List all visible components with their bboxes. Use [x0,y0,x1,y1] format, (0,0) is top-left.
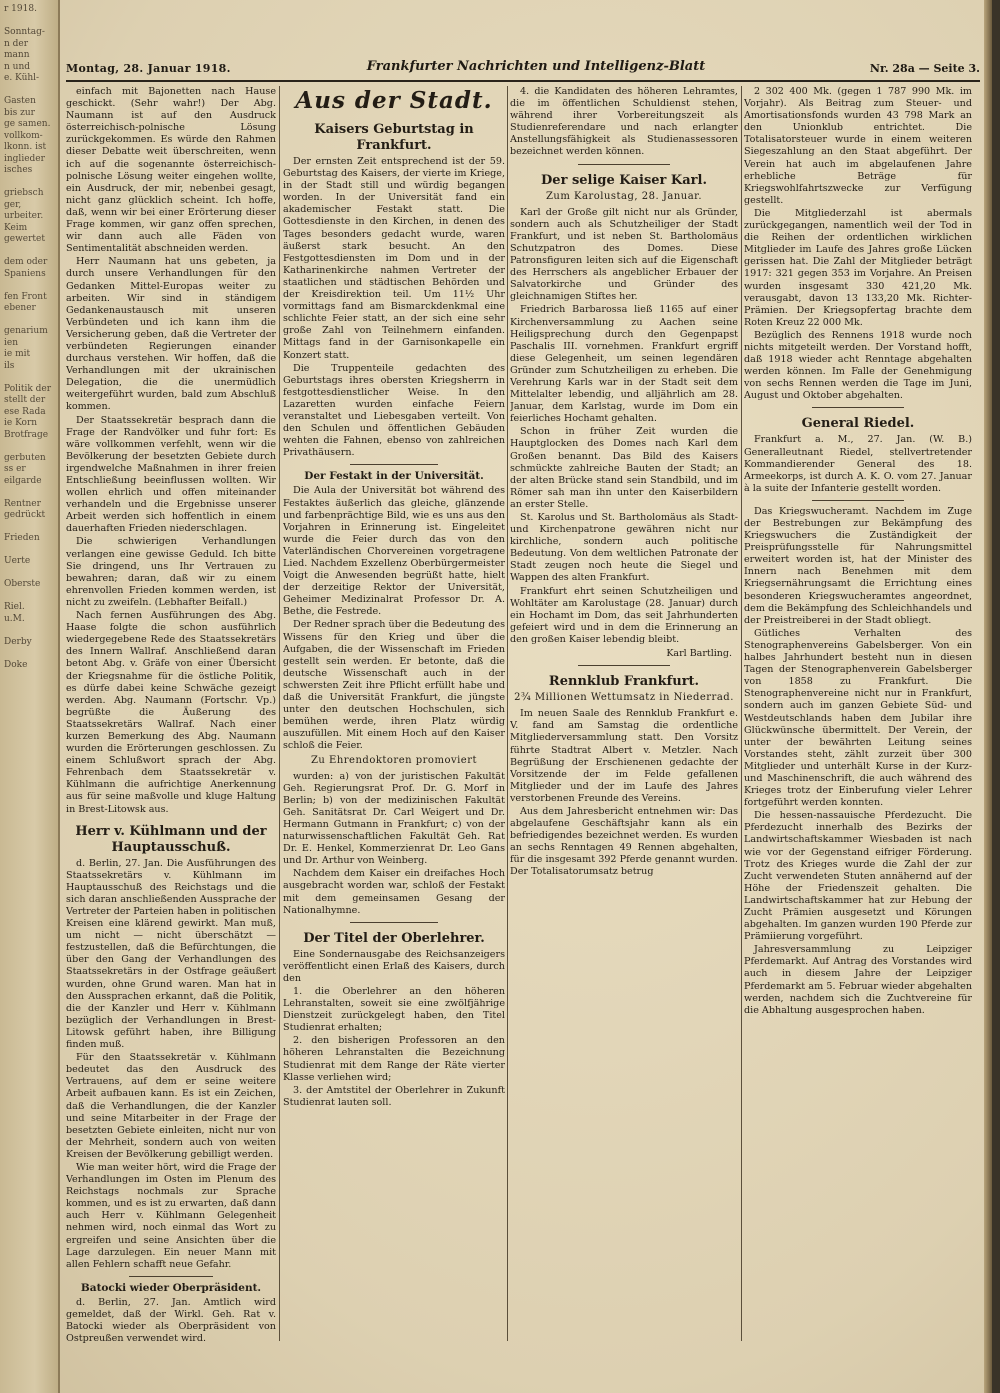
page-header [66,58,980,82]
paragraph: Der ernsten Zeit entsprechend ist der 59. Geburtstag des Kaisers, der vierte im Kriege, in der Stadt still und würdig begangen worden. In der Universität fand ein akademischer Festakt statt. Die Gottesdienste in den Kirchen, in denen des Tages besonders gedacht wurde, waren äußerst stark besucht. An den Festgottesdiensten im Dom und in der Katharinenkirche nahmen Vertreter der staatlichen und städtischen Behörden und der Kreisdirektion teil. Um 11½ Uhr vormittags fand am Bismarckdenkmal eine schlichte Feier statt, an der sich eine sehr große Zahl von Teilnehmern einfanden. Mittags fand in der Garnisonkapelle ein Konzert statt. [283,156,505,361]
paragraph: Die schwierigen Verhandlungen verlangen eine gewisse Geduld. Ich bitte Sie dringend, uns Ihr Vertrauen zu bewahren; daran, daß wir zu einem ehrenvollen Frieden kommen werden, ist nicht zu zweifeln. (Lebhafter Beifall.) [66,536,276,608]
article-heading: Kaisers Geburtstag in Frankfurt. [314,122,474,153]
paragraph: Gütliches Verhalten des Stenographenvereins Gabelsberger. Von ein halbes Jahrhundert besteht nun in diesen Tagen der Stenographenverein Gabelsberger von 1858 zu Frankfurt. Die Stenographenvereine nicht nur in Frankfurt, sondern auch im ganzen Gebiete Süd- und Westdeutschlands haben dem Jubilar ihre Glückwünsche übermittelt. Der Verein, der unter der bewährten Leitung seines Vorstandes steht, zählt zurzeit über 300 Mitglieder und unterhält Kurse in der Kurz- und Maschinenschrift, die auch während des Krieges trotz der Einberufung vieler Lehrer fortgeführt werden konnten. [744,627,972,809]
article-heading: Der Festakt in der Universität. [304,470,484,483]
paragraph: Die hessen-nassauische Pferdezucht. Die Pferdezucht innerhalb des Bezirks der Landwirtschaftskammer Wiesbaden ist nach wie vor der Gegenstand eifriger Förderung. Trotz des Krieges wurde die Zahl der zur Zucht verwendeten Stuten annähernd auf der Höhe der Friedenszeit gehalten. Die Landwirtschaftskammer hat zur Hebung der Zucht Prämien ausgesetzt und Körungen abgehalten. Im ganzen wurden 190 Pferde zur Prämiierung vorgeführt. [744,810,972,943]
column-rule [507,86,508,1341]
section-title: Aus der Stadt. [295,87,493,114]
column-1 [66,86,276,1346]
paragraph: Jahresversammlung zu Leipziger Pferdemarkt. Auf Antrag des Vorstandes wird auch in diesem Jahre der Leipziger Pferdemarkt am 5. Februar wieder abgehalten werden, nachdem sich die Zuchtvereine für die Abhaltung ausgesprochen haben. [744,944,972,1016]
article-body [510,86,738,159]
column-4 [744,86,972,1346]
article-body [66,858,276,1271]
paragraph: Die Truppenteile gedachten des Geburtstags ihres obersten Kriegsherrn in festgottesdienstlicher Weise. In den Lazaretten wurden einfache Feiern veranstaltet und Liebesgaben verteilt. Von den Schulen und öffentlichen Gebäuden wehten die Fahnen, ebenso von zahlreichen Privathäusern. [283,362,505,459]
divider [578,665,669,666]
column-2 [283,86,505,1346]
column-rule [741,86,742,1341]
author-signature: Karl Bartling. [666,648,732,660]
paragraph: Der Staatssekretär besprach dann die Frage der Randvölker und fuhr fort: Es wäre vollkommen verfehlt, wenn wir die Bevölkerung der besetzten Gebiete durch irgendwelche Maßnahmen in ihrer freien Entschließung beeinflussen wollten. Wir wollen ehrlich und offen miteinander verhandeln und die Ergebnisse unserer Arbeit werden sich hoffentlich in einem dauerhaften Frieden niederschlagen. [66,414,276,535]
paragraph: Karl der Große gilt nicht nur als Gründer, sondern auch als Schutzheiliger der Stadt Frankfurt, und ist neben St. Bartholomäus Schutzpatron des Domes. Diese Patronsfiguren leiten sich auf die Eigenschaft des Herrschers als angeblicher Erbauer der Salvatorkirche und Gründer des gleichnamigen Stiftes her. [510,206,738,303]
paragraph: Frankfurt ehrt seinen Schutzheiligen und Wohltäter am Karolustage (28. Januar) durch ein Hochamt im Dom, das seit Jahrhunderten gefeiert wird und in dem die Erinnerung an den großen Kaiser lebendig bleibt. [510,585,738,645]
divider [350,922,439,923]
divider [812,407,903,408]
paragraph: 1. die Oberlehrer an den höheren Lehranstalten, soweit sie eine zwölfjährige Dienstzeit zurückgelegt haben, den Titel Studienrat erhalten; [283,986,505,1034]
article-body [283,156,505,459]
paragraph: d. Berlin, 27. Jan. Die Ausführungen des Staatssekretärs v. Kühlmann im Hauptausschuß des Reichstags und die sich daran anschließenden Aussprache der Vertreter der Parteien haben in politischen Kreisen eine klärend gewirkt. Man muß, um nicht — nicht überschätzt — festzustellen, daß die Befürchtungen, die über den Gang der Verhandlungen des Staatssekretärs in der Ostfrage geäußert wurden, ohne Grund waren. Man hat in den Aussprachen erkannt, daß die Politik, die der Kanzler und Herr v. Kühlmann bezüglich der Verhandlungen in Brest-Litowsk geführt haben, ihre Billigung finden muß. [66,857,276,1051]
subheading: Zum Karolustag, 28. Januar. [545,190,703,202]
paragraph: Das Kriegswucheramt. Nachdem im Zuge der Bestrebungen zur Bekämpfung des Kriegswuchers die Zuständigkeit der Preisprüfungsstelle für Nahrungsmittel erweitert worden ist, hat der Minister des Innern nach Benehmen mit dem Kriegsernährungsamt die Errichtung eines besonderen Kriegswucheramtes angeordnet, dem die Bekämpfung des Schleichhandels und der Preistreiberei in der Stadt obliegt. [744,505,972,626]
paragraph: Wie man weiter hört, wird die Frage der Verhandlungen im Osten im Plenum des Reichstags nochmals zur Sprache kommen, und es ist zu erwarten, daß dann auch Herr v. Kühlmann Gelegenheit nehmen wird, noch einmal das Wort zu ergreifen und seine Ansichten über die Lage darzulegen. Ein neuer Mann mit allen Fehlern schafft neue Gefahr. [66,1161,276,1270]
paragraph: 3. der Amtstitel der Oberlehrer in Zukunft Studienrat lauten soll. [283,1084,505,1108]
paragraph: wurden: a) von der juristischen Fakultät Geh. Regierungsrat Prof. Dr. G. Morf in Berlin; b) von der medizinischen Fakultät Geh. Sanitätsrat Dr. Carl Weigert und Dr. Hermann Gutmann in Frankfurt; c) von der naturwissenschaftlichen Fakultät Geh. Rat Dr. E. Henkel, Kommerzienrat Dr. Leo Gans und Dr. Arthur von Weinberg. [283,770,505,867]
article-heading: Der Titel der Oberlehrer. [303,930,485,946]
paragraph: Die Mitgliederzahl ist abermals zurückgegangen, namentlich weil der Tod in die Reihen der ordentlichen wirklichen Mitglieder im Laufe des Jahres große Lücken gerissen hat. Die Zahl der Mitglieder beträgt 1917: 321 gegen 353 im Vorjahre. An Preisen wurden insgesamt 330 421,20 Mk. verausgabt, davon 13 133,20 Mk. Richter-Prämien. Der Kriegsopfertag brachte dem Roten Kreuz 22 000 Mk. [744,207,972,328]
article-heading: General Riedel. [801,416,915,432]
header-title: Frankfurter Nachrichten und Intelligenz-Blatt [366,59,706,74]
paragraph: 2. den bisherigen Professoren an den höheren Lehranstalten die Bezeichnung Studienrat mit dem Range der Räte vierter Klasse verliehen wird; [283,1035,505,1083]
divider [129,1276,213,1277]
paragraph: Friedrich Barbarossa ließ 1165 auf einer Kirchenversammlung zu Aachen seine Heiligsprechung durch den Gegenpapst Paschalis III. vornehmen. Frankfurt ergriff diese Gelegenheit, um seinen legendären Gründer zum Schutzheiligen zu erheben. Die Verehrung Karls war in der Stadt seit dem Mittelalter lebendig, und alljährlich am 28. Januar, dem Karlstag, wurde im Dom ein feierliches Hochamt gehalten. [510,304,738,425]
article-body [510,708,738,878]
paragraph: einfach mit Bajonetten nach Hause geschickt. (Sehr wahr!) Der Abg. Naumann ist auf den Ausdruck österreichisch-polnische Lösung zurückgekommen. Es würde den Rahmen dieser Debatte weit überschreiten, wenn ich auf die sogenannte österreichisch-polnische Lösung weiter eingehen wollte, ein Ausdruck, der mir, nebenbei gesagt, nicht ganz glücklich scheint. Ich hoffe, daß, wenn wir bei einer Erörterung dieser Frage kommen, wir ganz offen sprechen, wir dann auch alle Fäden von Sentimentalität abschneiden werden. [66,86,276,255]
paragraph: Herr Naumann hat uns gebeten, ja durch unsere Verhandlungen für den Gedanken Mittel-Europas weiter zu arbeiten. Wir sind in ständigem Gedankenaustausch mit unseren Verbündeten und ich kann ihm die Versicherung geben, daß die Vertreter der verbündeten Regierungen einander durchaus verstehen. Wir hoffen, daß die Verhandlungen mit der ukrainischen Delegation, die die unermüdlich weitergeführt wurden, bald zum Abschluß kommen. [66,256,276,413]
paragraph: Im neuen Saale des Rennklub Frankfurt e. V. fand am Samstag die ordentliche Mitgliederversammlung statt. Den Vorsitz führte Stadtrat Albert v. Metzler. Nach Begrüßung der Erschienenen gedachte der Vorsitzende der im Felde gefallenen Mitglieder und der im Laufe des Jahres verstorbenen Freunde des Vereins. [510,708,738,804]
header-issue: Nr. 28a — Seite 3. [869,62,980,75]
article-heading: Rennklub Frankfurt. [548,674,700,690]
article-body [283,771,505,917]
article-heading: Der selige Kaiser Karl. [541,172,707,188]
divider [350,464,439,465]
article-body [283,949,505,1109]
column-rule [279,86,280,1341]
paragraph: Eine Sondernausgabe des Reichsanzeigers veröffentlicht einen Erlaß des Kaisers, durch den [283,948,505,984]
paragraph: Aus dem Jahresbericht entnehmen wir: Das abgelaufene Geschäftsjahr kann als ein befriedigendes bezeichnet werden. Es wurden an sechs Renntagen 49 Rennen abgehalten, für die insgesamt 392 Pferde genannt wurden. Der Totalisatorumsatz betrug [510,805,738,878]
divider [578,164,669,165]
paragraph: Für den Staatssekretär v. Kühlmann bedeutet das den Ausdruck des Vertrauens, auf dem er seine weitere Arbeit aufbauen kann. Es ist ein Zeichen, daß die Verhandlungen, die der Kanzler und seine Mitarbeiter in der Frage der besetzten Gebiete einleiten, nicht nur von der Mehrheit, sondern auch von weiten Kreisen der Bevölkerung gebilligt werden. [66,1052,276,1160]
paragraph: Nach fernen Ausführungen des Abg. Haase folgte die schon ausführlich wiedergegebene Rede des Staatssekretärs des Innern Wallraf. Anschließend daran betont Abg. v. Gräfe von einer Übersicht der Kriegsnahme für die östliche Politik, es dürfe dabei keine Schwäche gezeigt werden. Abg. Naumann (Fortschr. Vp.) begrüßte die Äußerung des Staatssekretärs Wallraf. Nach einer kurzen Bemerkung des Abg. Naumann wurden die Erörterungen geschlossen. Zu einem Schlußwort sprach der Abg. Fehrenbach dem Staatssekretär v. Kühlmann die aufrichtige Anerkennung aus für seine maßvolle und kluge Haltung in Brest-Litowsk aus. [66,610,276,815]
paragraph: Der Redner sprach über die Bedeutung des Wissens für den Krieg und über die Aufgaben, die der Wissenschaft im Frieden gestellt sein werden. Er betonte, daß die deutsche Wissenschaft auch in der schwersten Zeit ihre Pflicht erfüllt habe und daß die Universität Frankfurt, die jüngste unter den deutschen Hochschulen, sich bemühen werde, ihren Platz würdig auszufüllen. Mit einem Hoch auf den Kaiser schloß die Feier. [283,619,505,752]
previous-page-text: r 1918. Sonntag- n der mann n und e. Kühl- Gasten bis zur ge samen. vollkom- lkonn. ist inglieder isches griebsch ger, urbeiter. Keim gewertet dem oder Spaniens fen Front ebener genarium ien ie mit ils Politik der stellt der ese Rada ie Korn Brotfrage gerbuten ss er eilgarde Rentner gedrückt Frieden Uerte Oberste Riel. u.M. Derby Doke [4,4,52,670]
paragraph: Schon in früher Zeit wurden die Hauptglocken des Domes nach Karl dem Großen benannt. Das Bild des Kaisers schmückte zahlreiche Bauten der Stadt; an der alten Brücke stand sein Standbild, und im Römer sah man ihn unter den Kaiserbildern an erster Stelle. [510,426,738,510]
paragraph: 2 302 400 Mk. (gegen 1 787 990 Mk. im Vorjahr). Als Beitrag zum Steuer- und Amortisationsfonds wurden 43 798 Mark an den Unionklub entrichtet. Die Totalisatorsteuer wurde in einem weiteren Siegeszahlung an den Staat abgeführt. Der Verein hat auch im abgelaufenen Jahre erhebliche Beträge für Kriegswohlfahrtszwecke zur Verfügung gestellt. [744,86,972,206]
paragraph: d. Berlin, 27. Jan. Amtlich wird gemeldet, daß der Wirkl. Geh. Rat v. Batocki wieder als Oberpräsident von Ostpreußen verwendet wird. [66,1296,276,1345]
article-body [744,86,972,402]
previous-page-fragment [0,0,60,1393]
paragraph: Nachdem dem Kaiser ein dreifaches Hoch ausgebracht worden war, schloß der Festakt mit dem gemeinsamen Gesang der Nationalhymne. [283,868,505,916]
article-heading: Batocki wieder Oberpräsident. [80,1281,262,1294]
subheading: 2¾ Millionen Wettumsatz in Niederrad. [514,692,734,704]
paragraph: Frankfurt a. M., 27. Jan. (W. B.) Generalleutnant Riedel, stellvertretender Kommandierender General des 18. Armeekorps, ist durch A. K. O. vom 27. Januar à la suite der Infanterie gestellt worden. [744,434,972,494]
article-body [510,207,738,646]
divider [812,500,903,501]
article-body [283,485,505,752]
article-body [744,506,972,1017]
paragraph: Die Aula der Universität bot während des Festaktes äußerlich das gleiche, glänzende und farbenprächtige Bild, wie es uns aus den Vorjahren in Erinnerung ist. Eingeleitet wurde die Feier durch das von den Vaterländischen Chorvereinen vorgetragene Lied. Nachdem Exzellenz Oberbürgermeister Voigt die Anwesenden begrüßt hatte, hielt der derzeitige Rektor der Universität, Geheimer Medizinalrat Professor Dr. A. Bethe, die Festrede. [283,485,505,618]
article-heading: Herr v. Kühlmann und der Hauptausschuß. [75,823,267,855]
paragraph: St. Karolus und St. Bartholomäus als Stadt- und Kirchenpatrone gewähren nicht nur kirchliche, sondern auch politische Bedeutung. Von dem weltlichen Patronate der Stadt zeugen noch heute die Siegel und Wappen des alten Frankfurt. [510,512,738,584]
page-edge [984,0,992,1393]
article-body [744,434,972,494]
subheading: Zu Ehrendoktoren promoviert [310,754,478,766]
article-body [66,1297,276,1345]
header-date: Montag, 28. Januar 1918. [66,62,231,75]
paragraph: Bezüglich des Rennens 1918 wurde noch nichts mitgeteilt werden. Der Vorstand hofft, daß 1918 wieder acht Renntage abgehalten werden können. Im Falle der Genehmigung von sechs Rennen werden die Tage im Juni, August und Oktober abgehalten. [744,329,972,402]
column-3 [510,86,738,1346]
article-body [66,86,276,816]
paragraph: 4. die Kandidaten des höheren Lehramtes, die im öffentlichen Schuldienst stehen, während ihrer Vorbereitungszeit als Studienreferendare und nach erlangter Anstellungsfähigkeit als Studienassessoren bezeichnet werden können. [510,86,738,158]
